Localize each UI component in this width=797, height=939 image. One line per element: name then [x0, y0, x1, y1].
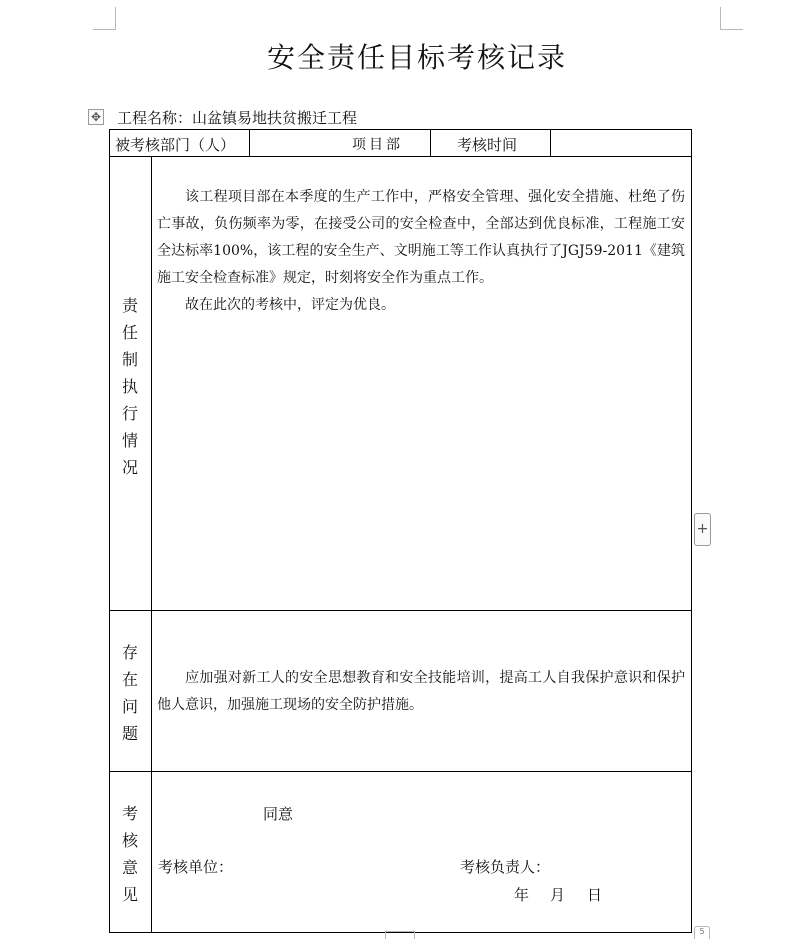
project-name: 工程名称：山盆镇易地扶贫搬迁工程 [117, 109, 358, 127]
assessment-unit-label: 考核单位： [158, 858, 234, 876]
row-divider-header [109, 156, 692, 157]
crop-mark-top-right [720, 7, 743, 30]
header-col-divider-3 [550, 129, 551, 157]
table-border-right [691, 129, 692, 933]
document-title: 安全责任目标考核记录 [266, 41, 567, 74]
assessment-person-label: 考核负责人： [460, 858, 551, 876]
table-border-top [109, 129, 692, 130]
page-number-stub: 5 [694, 926, 710, 939]
crop-mark-top-left [93, 7, 116, 30]
bottom-tab-stub [385, 931, 415, 939]
header-col-divider-2 [430, 129, 431, 157]
responsibility-content[interactable] [157, 184, 685, 319]
dept-value: 项目部 [352, 137, 403, 153]
row-divider-problems [109, 771, 692, 772]
problems-label: 存 在 问 题 [121, 643, 138, 743]
date-month: 月 [550, 886, 566, 904]
opinion-label: 考 核 意 见 [121, 804, 138, 904]
label-col-divider [151, 156, 152, 933]
date-year: 年 [514, 886, 530, 904]
move-cross-icon[interactable]: ✥ [88, 109, 104, 125]
responsibility-paragraph: 该工程项目部在本季度的生产工作中，严格安全管理、强化安全措施、杜绝了伤亡事故，负伤频率为零，在接受公司的安全检查中，全部达到优良标准，工程施工安全达标率100%，该工程的安全生产、文明施工等工作认真执行了JGJ59-2011《建筑施工安全检查标准》规定，时刻将安全作为重点工作。 [157, 189, 685, 286]
plus-icon[interactable]: + [694, 513, 711, 546]
problems-paragraph: 应加强对新工人的安全思想教育和安全技能培训，提高工人自我保护意识和保护他人意识，加强施工现场的安全防护措施。 [157, 670, 685, 713]
opinion-agree: 同意 [263, 805, 294, 823]
header-col-divider-1 [249, 129, 250, 157]
date-day: 日 [587, 886, 603, 904]
row-divider-responsibility [109, 610, 692, 611]
dept-label: 被考核部门（人） [115, 136, 236, 154]
problems-content[interactable] [157, 665, 685, 719]
time-label: 考核时间 [457, 136, 518, 154]
responsibility-conclusion: 故在此次的考核中，评定为优良。 [185, 297, 395, 313]
responsibility-label: 责 任 制 执 行 情 况 [121, 296, 138, 477]
